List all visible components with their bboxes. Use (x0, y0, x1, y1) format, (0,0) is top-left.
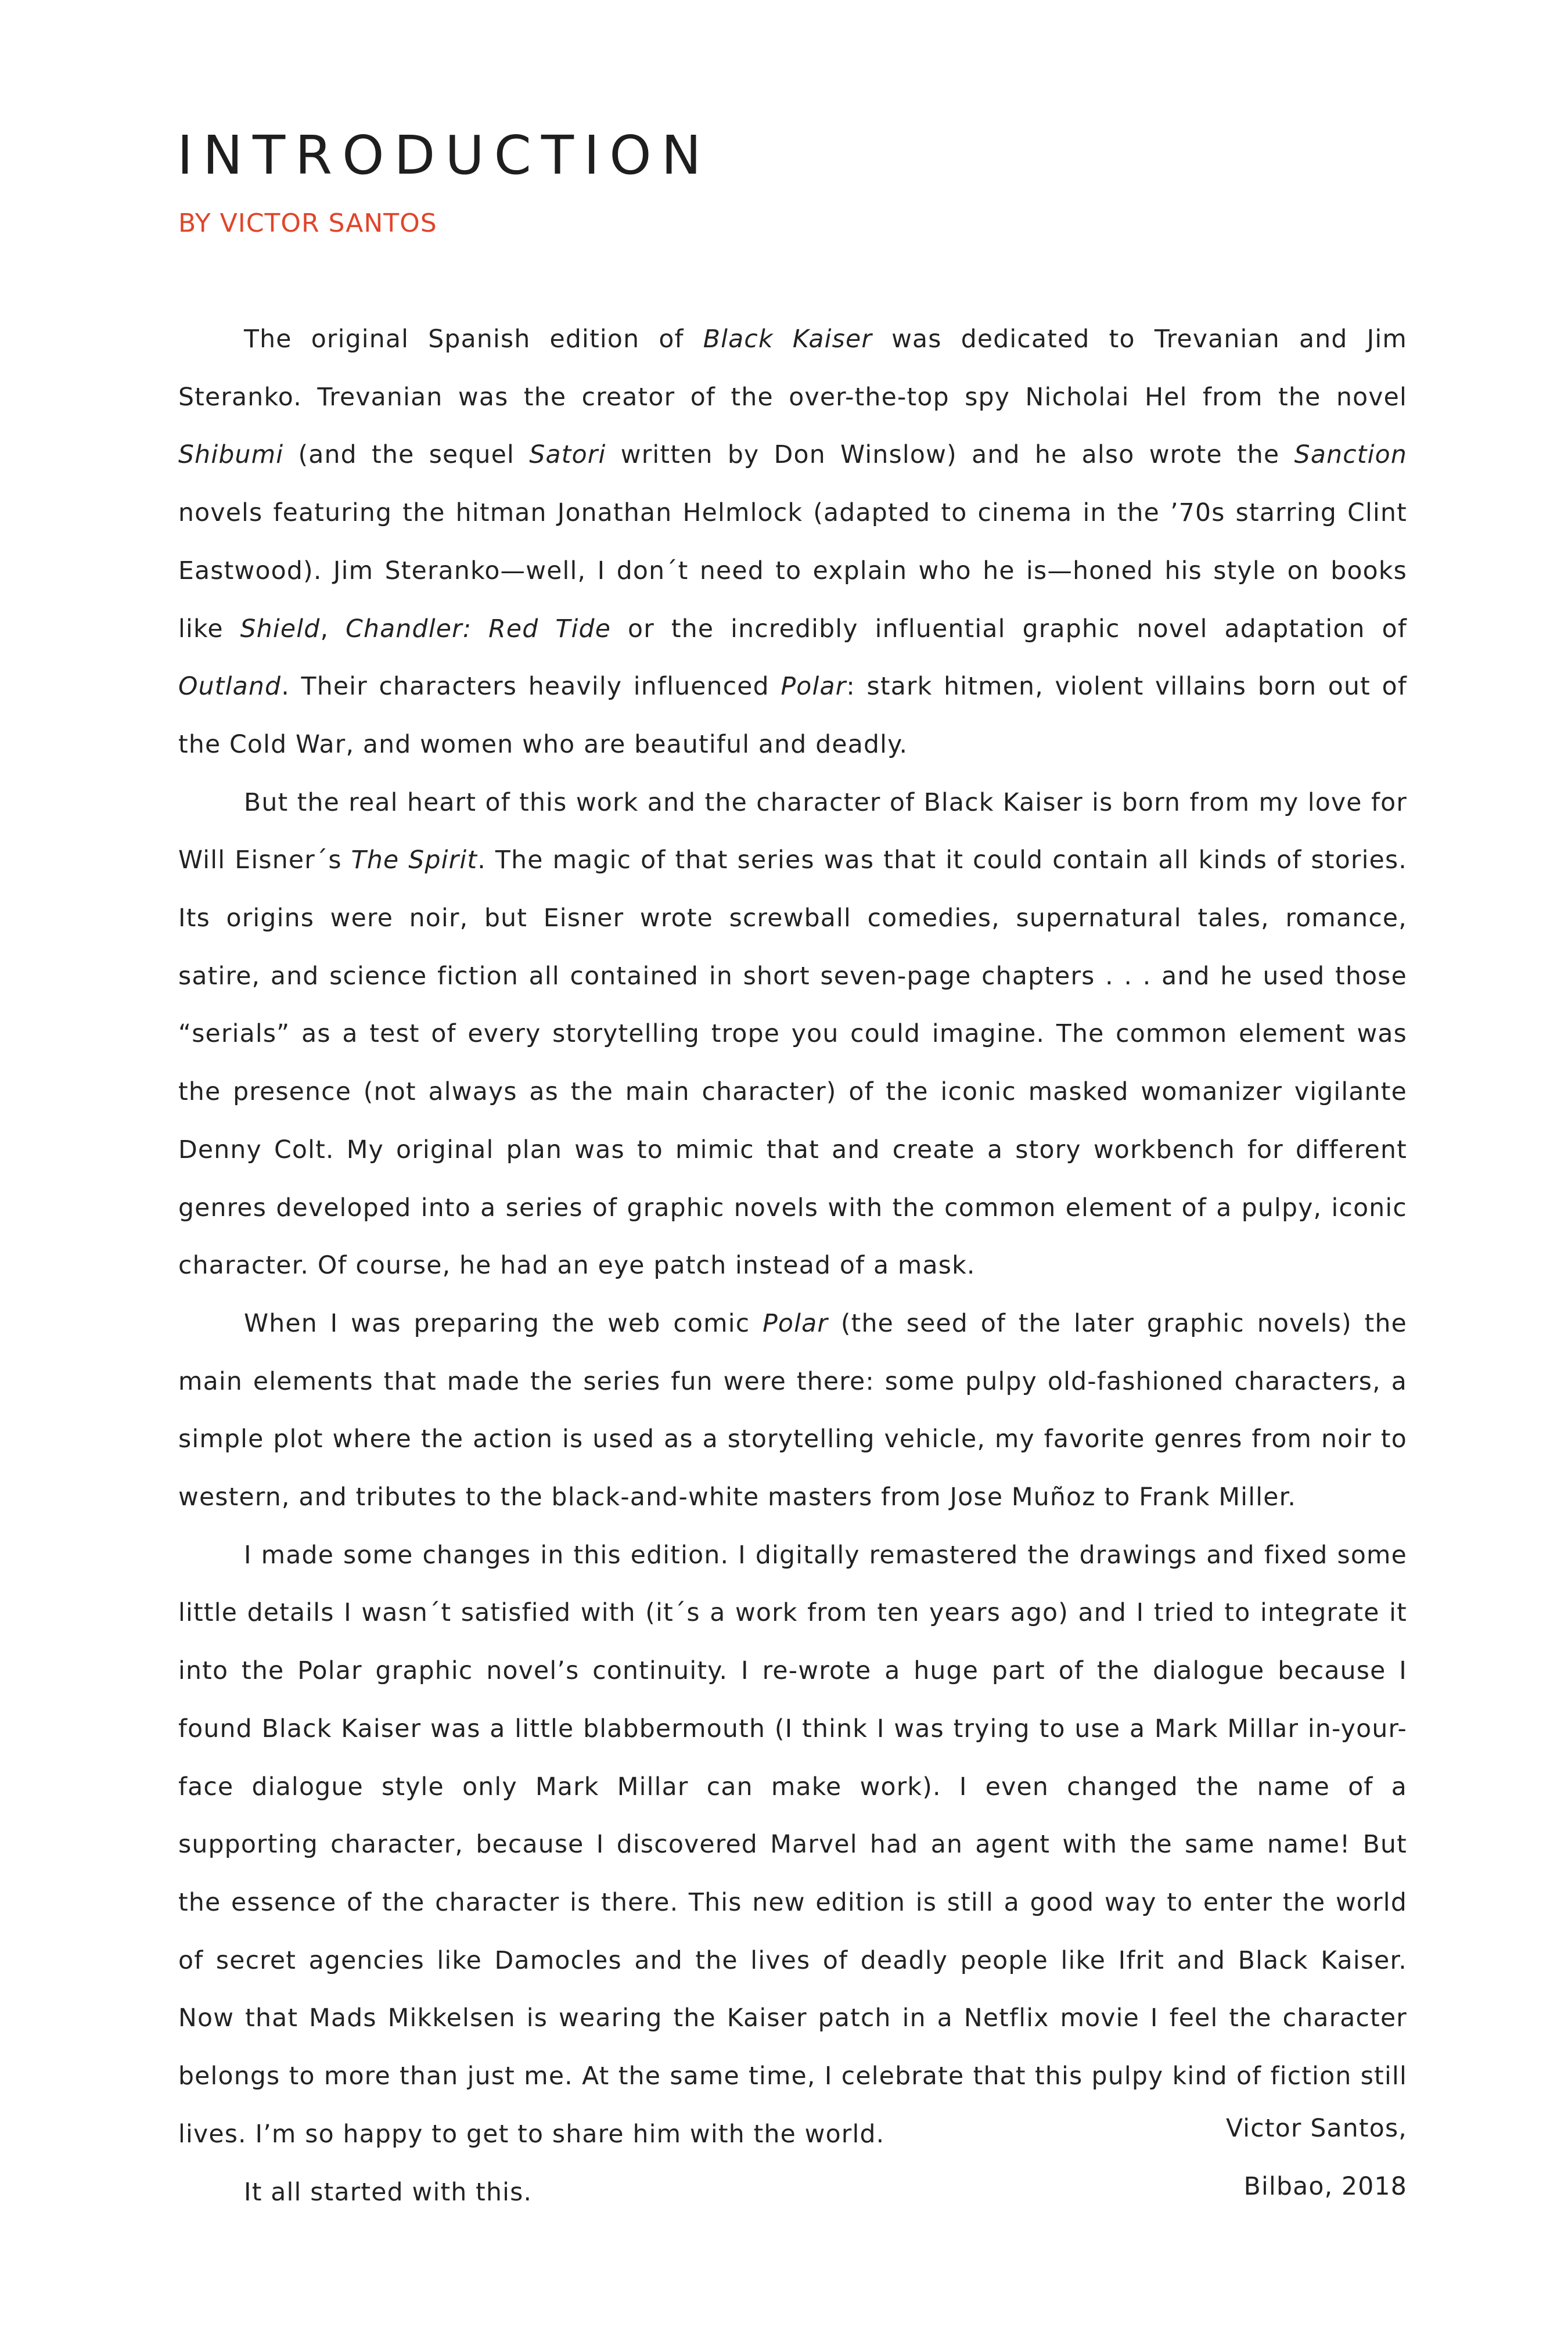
paragraph-5: It all started with this. (244, 2178, 533, 2207)
paragraph-1: The original Spanish edition of Black Kaiser was dedicated to Trevanian and Jim Steranko. Trevanian was the creator of the over-the-top spy Nicholai Hel from the novel Shibumi (and the sequel Satori written by Don Winslow) and he also wrote the Sanction novels featuring the hitman Jonathan Helmlock (adapted to cinema in the ’70s starring Clint Eastwood). Jim Steranko—well, I don´t need to explain who he is—honed his style on books like Shield, Chandler: Red Tide or the incredibly influential graphic novel adaptation of Outland. Their characters heavily influenced Polar: stark hitmen, violent villains born out of the Cold War, and women who are beautiful and deadly. (178, 325, 1408, 759)
paragraph-3: When I was preparing the web comic Polar (the seed of the later graphic novels) the main elements that made the series fun were there: some pulpy old-fashioned characters, a simple plot where the action is used as a storytelling vehicle, my favorite genres from noir to western, and tributes to the black-and-white masters from Jose Muñoz to Frank Miller. (178, 1309, 1407, 1512)
signature-place-date: Bilbao, 2018 (1243, 2172, 1407, 2201)
introduction-body (178, 311, 1407, 2221)
page-title: INTRODUCTION (177, 124, 711, 186)
paragraph-2: But the real heart of this work and the character of Black Kaiser is born from my love for Will Eisner´s The Spirit. The magic of that series was that it could contain all kinds of stories. Its origins were noir, but Eisner wrote screwball comedies, supernatural tales, romance, satire, and science fiction all contained in short seven-page chapters . . . and he used those “serials” as a test of every storytelling trope you could imagine. The common element was the presence (not always as the main character) of the iconic masked womanizer vigilante Denny Colt. My original plan was to mimic that and create a story workbench for different genres developed into a series of graphic novels with the common element of a pulpy, iconic character. Of course, he had an eye patch instead of a mask. (178, 788, 1407, 1281)
signature-name: Victor Santos, (1225, 2114, 1407, 2143)
paragraph-4: I made some changes in this edition. I digitally remastered the drawings and fixed some little details I wasn´t satisfied with (it´s a work from ten years ago) and I tried to integrate it into the Polar graphic novel’s continuity. I re-wrote a huge part of the dialogue because I found Black Kaiser was a little blabbermouth (I think I was trying to use a Mark Millar in-your-face dialogue style only Mark Millar can make work). I even changed the name of a supporting character, because I discovered Marvel had an agent with the same name! But the essence of the character is there. This new edition is still a good way to enter the world of secret agencies like Damocles and the lives of deadly people like Ifrit and Black Kaiser. Now that Mads Mikkelsen is wearing the Kaiser patch in a Netflix movie I feel the character belongs to more than just me. At the same time, I celebrate that this pulpy kind of fiction still lives. I’m so happy to get to share him with the world. (178, 1541, 1407, 2149)
author-byline: BY VICTOR SANTOS (178, 208, 437, 238)
signature-block (1226, 2100, 1407, 2216)
